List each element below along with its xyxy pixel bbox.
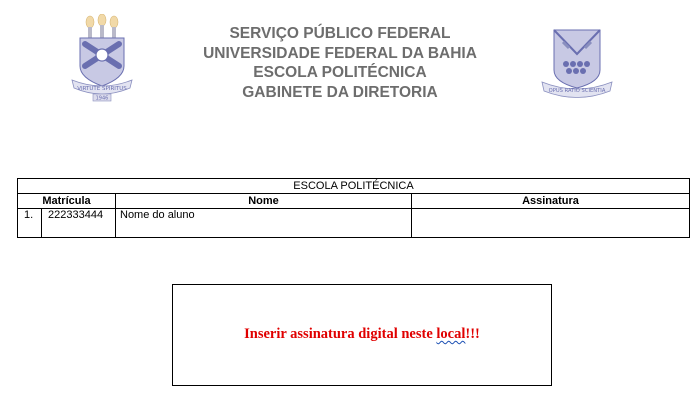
document-header [180, 24, 500, 102]
student-table [17, 178, 689, 238]
table-row [18, 209, 690, 238]
ufba-logo [68, 14, 136, 106]
spellcheck-flagged-word: local [436, 326, 466, 342]
row-matricula[interactable]: 222333444 [42, 209, 116, 238]
right-logo-motto: OPUS RATIO SCIENTIA [548, 88, 606, 94]
left-logo-motto: VIRTUTE SPIRITUS [77, 86, 127, 92]
left-logo-year: 1946 [95, 95, 109, 102]
header-line-school: ESCOLA POLITÉCNICA [253, 64, 427, 81]
column-header-matricula: Matrícula [18, 194, 116, 209]
signature-prefix: Inserir assinatura digital neste [244, 326, 437, 342]
poli-logo [538, 24, 616, 100]
row-nome[interactable]: Nome do aluno [116, 209, 412, 238]
table-title: ESCOLA POLITÉCNICA [18, 179, 690, 194]
row-assinatura[interactable] [412, 209, 690, 238]
signature-instruction [173, 326, 551, 343]
signature-suffix: !!! [465, 326, 480, 342]
signature-box[interactable] [172, 284, 552, 386]
row-index: 1. [18, 209, 42, 238]
column-header-nome: Nome [116, 194, 412, 209]
header-line-service: SERVIÇO PÚBLICO FEDERAL [229, 25, 451, 42]
header-line-university: UNIVERSIDADE FEDERAL DA BAHIA [203, 44, 477, 62]
column-header-assinatura: Assinatura [412, 194, 690, 209]
header-line-office: GABINETE DA DIRETORIA [242, 83, 438, 101]
